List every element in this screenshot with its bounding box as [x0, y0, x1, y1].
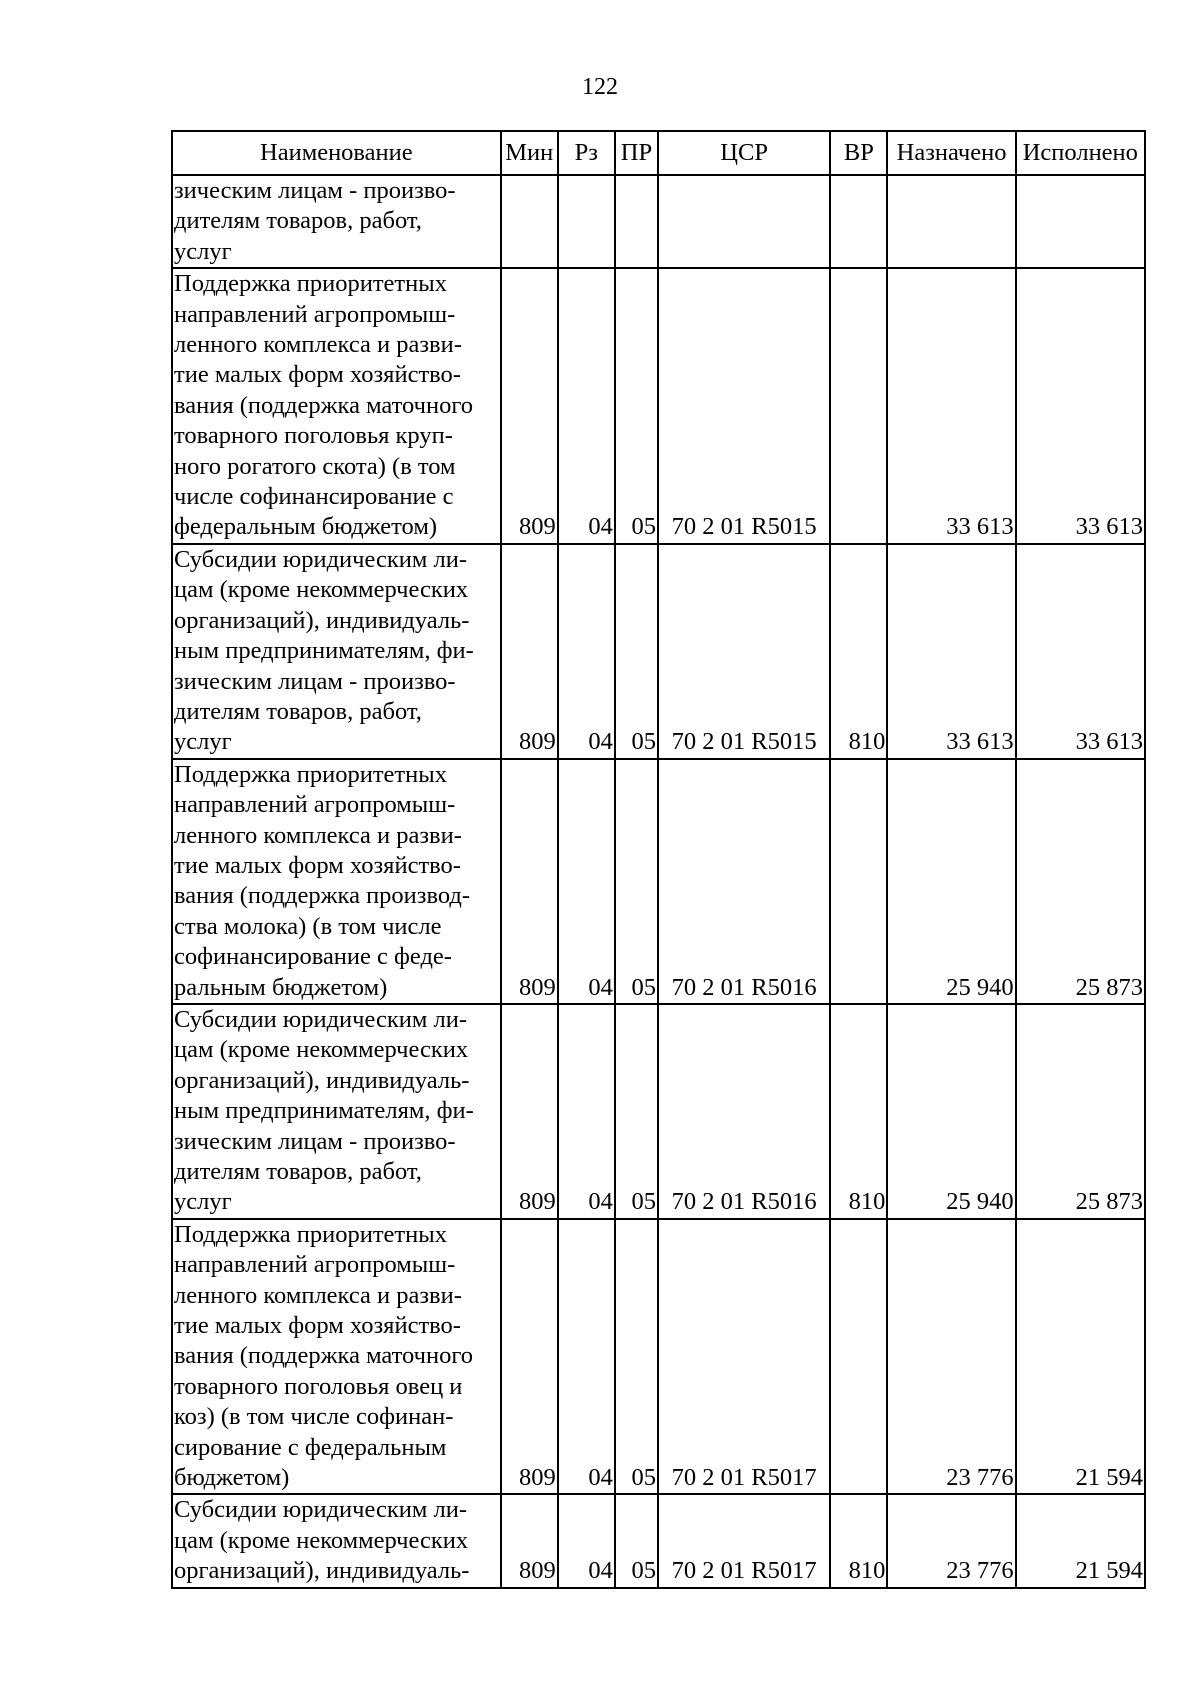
cell-vr [830, 175, 887, 268]
table-row [172, 1494, 1145, 1587]
cell-rz: 04 [558, 1219, 615, 1495]
header-name: Наименование [172, 131, 501, 175]
page-number: 122 [582, 74, 618, 100]
name-line: направлений агропромыш- [174, 791, 456, 819]
cell-pr: 05 [615, 1494, 658, 1587]
cell-csr [658, 175, 830, 268]
cell-vr: 810 [830, 544, 887, 759]
cell-rz [558, 175, 615, 268]
name-line: организаций), индивидуаль- [174, 606, 470, 634]
cell-min [501, 175, 558, 268]
name-line: услуг [174, 728, 232, 756]
cell-min: 809 [501, 1219, 558, 1495]
name-line: бюджетом) [174, 1464, 290, 1492]
name-line: услуг [174, 237, 232, 265]
name-line: ленного комплекса и разви- [174, 821, 462, 849]
cell-pr: 05 [615, 544, 658, 759]
table-body [172, 175, 1145, 1588]
cell-name [172, 1004, 501, 1219]
name-line: Субсидии юридическим ли- [174, 545, 467, 573]
cell-executed: 21 594 [1016, 1219, 1145, 1495]
cell-assigned [887, 175, 1015, 268]
cell-assigned: 33 613 [887, 544, 1015, 759]
name-line: организаций), индивидуаль- [174, 1557, 470, 1585]
cell-executed: 25 873 [1016, 1004, 1145, 1219]
cell-vr: 810 [830, 1494, 887, 1587]
table-row [172, 759, 1145, 1004]
cell-executed: 33 613 [1016, 268, 1145, 544]
name-line: ным предпринимателям, фи- [174, 637, 474, 665]
name-line: Поддержка приоритетных [174, 270, 447, 298]
cell-executed [1016, 175, 1145, 268]
name-line: зическим лицам - произво- [174, 177, 456, 204]
cell-min: 809 [501, 544, 558, 759]
name-line: Поддержка приоритетных [174, 760, 447, 788]
name-line: Субсидии юридическим ли- [174, 1005, 467, 1033]
name-line: цам (кроме некоммерческих [174, 1526, 469, 1554]
name-line: ральным бюджетом) [174, 973, 388, 1001]
cell-pr: 05 [615, 1219, 658, 1495]
header-rz: Рз [558, 131, 615, 175]
header-vr: ВР [830, 131, 887, 175]
table-row [172, 175, 1145, 268]
cell-executed: 25 873 [1016, 759, 1145, 1004]
name-line: товарного поголовья овец и [174, 1372, 463, 1400]
cell-csr: 70 2 01 R5016 [658, 1004, 830, 1219]
cell-min: 809 [501, 268, 558, 544]
budget-table [171, 130, 1146, 1589]
name-line: вания (поддержка производ- [174, 882, 471, 910]
cell-min: 809 [501, 759, 558, 1004]
cell-rz: 04 [558, 1494, 615, 1587]
cell-pr: 05 [615, 1004, 658, 1219]
table-header-row [172, 131, 1145, 175]
cell-rz: 04 [558, 1004, 615, 1219]
name-line: зическим лицам - произво- [174, 1127, 456, 1155]
cell-min: 809 [501, 1494, 558, 1587]
cell-csr: 70 2 01 R5015 [658, 544, 830, 759]
name-line: коз) (в том числе софинан- [174, 1403, 454, 1431]
cell-assigned: 25 940 [887, 1004, 1015, 1219]
cell-csr: 70 2 01 R5016 [658, 759, 830, 1004]
name-line: дителям товаров, работ, [174, 697, 422, 725]
cell-name [172, 1219, 501, 1495]
name-line: сирование с федеральным [174, 1433, 447, 1461]
name-line: тие малых форм хозяйство- [174, 1312, 461, 1340]
name-line: Субсидии юридическим ли- [174, 1496, 467, 1524]
cell-pr: 05 [615, 268, 658, 544]
name-line: тие малых форм хозяйство- [174, 851, 461, 879]
header-min: Мин [501, 131, 558, 175]
table-row [172, 1219, 1145, 1495]
name-line: федеральным бюджетом) [174, 513, 438, 541]
name-line: вания (поддержка маточного [174, 391, 474, 419]
name-line: товарного поголовья круп- [174, 422, 453, 450]
cell-name [172, 544, 501, 759]
cell-assigned: 33 613 [887, 268, 1015, 544]
cell-vr [830, 1219, 887, 1495]
cell-csr: 70 2 01 R5017 [658, 1494, 830, 1587]
name-line: цам (кроме некоммерческих [174, 576, 469, 604]
cell-executed: 33 613 [1016, 544, 1145, 759]
name-line: числе софинансирование с [174, 483, 454, 511]
header-pr: ПР [615, 131, 658, 175]
cell-name [172, 1494, 501, 1587]
name-line: дителям товаров, работ, [174, 207, 422, 235]
header-assigned: Назначено [887, 131, 1015, 175]
cell-csr: 70 2 01 R5017 [658, 1219, 830, 1495]
name-line: организаций), индивидуаль- [174, 1066, 470, 1094]
table-row [172, 268, 1145, 544]
cell-rz: 04 [558, 268, 615, 544]
name-line: ным предпринимателям, фи- [174, 1097, 474, 1125]
name-line: софинансирование с феде- [174, 943, 452, 971]
name-line: цам (кроме некоммерческих [174, 1036, 469, 1064]
cell-csr: 70 2 01 R5015 [658, 268, 830, 544]
table-row [172, 1004, 1145, 1219]
header-csr: ЦСР [658, 131, 830, 175]
header-executed: Исполнено [1016, 131, 1145, 175]
cell-pr [615, 175, 658, 268]
cell-assigned: 23 776 [887, 1219, 1015, 1495]
table-row [172, 544, 1145, 759]
cell-vr [830, 759, 887, 1004]
name-line: направлений агропромыш- [174, 1251, 456, 1279]
name-line: ства молока) (в том числе [174, 912, 442, 940]
name-line: услуг [174, 1188, 232, 1216]
cell-rz: 04 [558, 544, 615, 759]
cell-executed: 21 594 [1016, 1494, 1145, 1587]
name-line: ного рогатого скота) (в том [174, 452, 456, 480]
cell-name [172, 175, 501, 268]
name-line: вания (поддержка маточного [174, 1342, 474, 1370]
cell-vr [830, 268, 887, 544]
name-line: ленного комплекса и разви- [174, 331, 462, 359]
cell-min: 809 [501, 1004, 558, 1219]
name-line: зическим лицам - произво- [174, 667, 456, 695]
cell-pr: 05 [615, 759, 658, 1004]
name-line: направлений агропромыш- [174, 300, 456, 328]
cell-vr: 810 [830, 1004, 887, 1219]
cell-name [172, 268, 501, 544]
name-line: Поддержка приоритетных [174, 1220, 447, 1248]
name-line: ленного комплекса и разви- [174, 1281, 462, 1309]
cell-assigned: 23 776 [887, 1494, 1015, 1587]
name-line: тие малых форм хозяйство- [174, 361, 461, 389]
cell-rz: 04 [558, 759, 615, 1004]
name-line: дителям товаров, работ, [174, 1158, 422, 1185]
cell-assigned: 25 940 [887, 759, 1015, 1004]
cell-name [172, 759, 501, 1004]
